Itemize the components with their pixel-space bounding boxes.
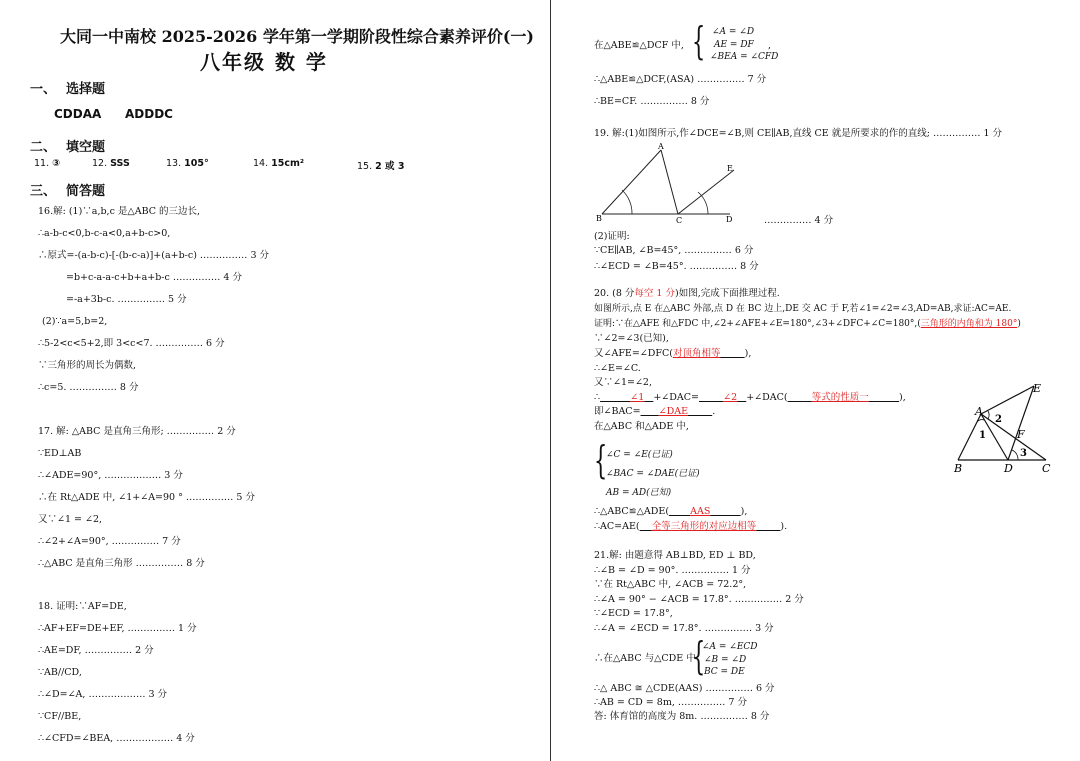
- q19-arc-c: [698, 192, 708, 214]
- q18-line: 18. 证明:∵AF=DE,: [38, 601, 127, 612]
- q21-cond: BC = DE: [704, 667, 745, 677]
- q20-problem: 如图所示,点 E 在△ABC 外部,点 D 在 BC 边上,DE 交 AC 于 F,若∠1=∠2=∠3,AD=AB,求证:AC=AE.: [594, 304, 1012, 314]
- q20-proof-line: 又∵∠1=∠2,: [594, 377, 652, 388]
- q16-line: =b+c-a-a-c+b+a+b-c …………… 4 分: [66, 272, 242, 283]
- q19-line-ac: [661, 150, 678, 214]
- column-divider: [550, 0, 551, 761]
- q16-line: ∴5-2<c<5+2,即 3<c<7. …………… 6 分: [38, 338, 225, 349]
- q16-line: ∵三角形的周长为偶数,: [38, 360, 137, 371]
- q21-line: ∴∠A = ∠ECD = 17.8°. …………… 3 分: [594, 623, 774, 634]
- q19-label-a: A: [658, 142, 664, 151]
- q20-angle-3: [1012, 450, 1018, 460]
- q20-proof-line: ∴∠E=∠C.: [594, 363, 641, 374]
- q20-label-b: B: [954, 462, 963, 474]
- q17-line: ∴∠2+∠A=90°, …………… 7 分: [38, 536, 181, 547]
- q17-line: 又∵∠1 = ∠2,: [38, 514, 103, 525]
- q18-line: ∴AF+EF=DE+EF, …………… 1 分: [38, 623, 197, 634]
- q21-congruence-intro: ∴在△ABC 与△CDE 中: [594, 653, 696, 664]
- q20-cond: AB = AD(已知): [606, 488, 672, 498]
- fill-item: 14. 15cm²: [253, 158, 305, 169]
- q21-line: ∵在 Rt△ABC 中, ∠ACB = 72.2°,: [594, 579, 747, 590]
- q21-system: [702, 641, 758, 679]
- q20-cond: ∠C = ∠E(已证): [606, 450, 673, 460]
- q16-line: =-a+3b-c. …………… 5 分: [66, 294, 187, 305]
- q20-angle-2: [988, 411, 989, 419]
- q18-brace: {: [692, 19, 706, 63]
- q18-line: ∵AB//CD,: [38, 667, 82, 678]
- q17-line: ∴△ABC 是直角三角形 …………… 8 分: [38, 558, 205, 569]
- q20-proof-line: 即∠BAC= ∠DAE .: [594, 406, 716, 417]
- q20-label-c: C: [1042, 462, 1051, 474]
- q19-construction-figure: [594, 140, 754, 225]
- fill-item: 12. SSS: [92, 158, 130, 169]
- q21-line: ∴AB = CD = 8m, …………… 7 分: [594, 697, 747, 708]
- q19-label-d: D: [726, 215, 733, 224]
- q20-heading: 20. (8 分每空 1 分)如图,完成下面推理过程.: [594, 288, 780, 299]
- q18-line: ∴BE=CF. …………… 8 分: [594, 96, 710, 107]
- choice-answers-2: ADDDC: [125, 107, 173, 121]
- choice-answers-1: CDDAA: [54, 107, 102, 121]
- q20-system: [606, 446, 700, 503]
- fill-item: 11. ③: [34, 158, 61, 169]
- q21-cond: ∠B = ∠D: [704, 654, 747, 665]
- section-3-number: 三、: [30, 184, 57, 199]
- section-1-number: 一、: [30, 82, 57, 97]
- section-3-name: 简答题: [66, 184, 106, 199]
- q18-line: ∴∠D=∠A, ……………… 3 分: [38, 689, 168, 700]
- q18-cond: ∠BEA = ∠CFD: [710, 52, 779, 62]
- q19-line: ∵CE∥AB, ∠B=45°, …………… 6 分: [594, 245, 754, 256]
- q17-line: ∵ED⊥AB: [38, 448, 82, 459]
- q16-line: ∴原式=-(a-b-c)-[-(b-c-a)]+(a+b-c) …………… 3 分: [38, 250, 270, 261]
- q19-line-ce: [678, 170, 734, 214]
- q16-line: 16.解: (1)∵a,b,c 是△ABC 的三边长,: [38, 206, 201, 217]
- q20-triangle-figure: [950, 378, 1060, 474]
- q18-line: ∴AE=DF, …………… 2 分: [38, 645, 154, 656]
- q21-line: ∵∠ECD = 17.8°,: [594, 608, 673, 619]
- q21-line: 21.解: 由题意得 AB⊥BD, ED ⊥ BD,: [594, 550, 756, 561]
- q18-cond: ∠A = ∠D: [712, 27, 755, 37]
- q19-score: …………… 4 分: [764, 215, 834, 226]
- q20-label-d: D: [1004, 462, 1013, 474]
- section-2-number: 二、: [30, 140, 57, 155]
- q20-proof-line: 在△ABC 和△ADE 中,: [594, 421, 689, 432]
- q20-angle-2-label: 2: [995, 414, 1002, 425]
- q19-line: (2)证明:: [594, 231, 630, 242]
- q19-arc-b: [622, 190, 632, 214]
- q20-label-a: A: [975, 405, 983, 418]
- q20-proof-line: ∴AC=AE( 全等三角形的对应边相等 ).: [594, 521, 788, 532]
- q19-label-b: B: [596, 214, 602, 223]
- q16-line: ∴c=5. …………… 8 分: [38, 382, 139, 393]
- q20-label-e: E: [1033, 382, 1042, 395]
- q18-congruence-intro: 在△ABE≌△DCF 中,: [594, 40, 684, 51]
- q21-line: ∴∠B = ∠D = 90°. …………… 1 分: [594, 565, 751, 576]
- grade-subject: 八年级 数 学: [200, 50, 328, 74]
- q17-line: ∴∠ADE=90°, ……………… 3 分: [38, 470, 183, 481]
- q20-proof-line: 又∠AFE=∠DFC(对顶角相等 ),: [594, 348, 752, 359]
- q21-line: ∴∠A = 90° − ∠ACB = 17.8°. …………… 2 分: [594, 594, 804, 605]
- q20-angle-3-label: 3: [1020, 448, 1027, 459]
- exam-title: 大同一中南校 2025-2026 学年第一学期阶段性综合素养评价(一): [60, 27, 534, 46]
- q18-cond: AE = DF: [714, 39, 754, 50]
- q17-line: ∴在 Rt△ADE 中, ∠1+∠A=90 ° …………… 5 分: [38, 492, 255, 503]
- q18-line: ∴△ABE≌△DCF,(ASA) …………… 7 分: [594, 74, 767, 85]
- q20-label-f: F: [1017, 428, 1025, 441]
- q19-line: ∴∠ECD = ∠B=45°. …………… 8 分: [594, 261, 759, 272]
- q20-proof-line: ∴△ABC≌△ADE( AAS ),: [594, 506, 748, 517]
- q21-cond: ∠A = ∠ECD: [702, 642, 758, 652]
- q19-label-e: E: [727, 164, 733, 173]
- section-2-name: 填空题: [66, 140, 106, 155]
- q19-line-ab: [602, 150, 661, 214]
- q20-proof-line: 证明:∵在△AFE 和△FDC 中,∠2+∠AFE+∠E=180°,∠3+∠DFC+∠C=180°,(三角形的内角和为 180°): [594, 319, 1021, 329]
- fill-item: 15. 2 或 3: [357, 161, 405, 172]
- q18-line: ∵CF//BE,: [38, 711, 82, 722]
- q16-line: (2)∵a=5,b=2,: [42, 316, 108, 327]
- q20-brace: {: [594, 438, 608, 482]
- q20-proof-line: ∴ ∠1 +∠DAC= ∠2 +∠DAC( 等式的性质一 ),: [594, 392, 906, 403]
- q20-cond: ∠BAC = ∠DAE(已证): [606, 469, 700, 479]
- q17-line: 17. 解: △ABC 是直角三角形; …………… 2 分: [38, 426, 236, 437]
- q20-line-ac: [981, 414, 1046, 460]
- q20-angle-1-label: 1: [979, 430, 986, 441]
- q19-label-c: C: [676, 216, 683, 225]
- q20-proof-line: ∵∠2=∠3(已知),: [594, 333, 669, 344]
- section-1-name: 选择题: [66, 82, 106, 97]
- q19-line: 19. 解:(1)如图所示,作∠DCE=∠B,则 CE∥AB,直线 CE 就是所要求的作的直线; …………… 1 分: [594, 128, 1003, 139]
- q18-comma: ,: [768, 40, 772, 51]
- q21-line: ∴△ ABC ≅ △CDE(AAS) …………… 6 分: [594, 683, 775, 694]
- q16-line: ∴a-b-c<0,b-c-a<0,a+b-c>0,: [38, 228, 171, 239]
- q18-line: ∴∠CFD=∠BEA, ……………… 4 分: [38, 733, 195, 744]
- q21-brace: {: [692, 634, 706, 678]
- q21-line: 答: 体育馆的高度为 8m. …………… 8 分: [594, 711, 770, 722]
- fill-item: 13. 105°: [166, 158, 209, 169]
